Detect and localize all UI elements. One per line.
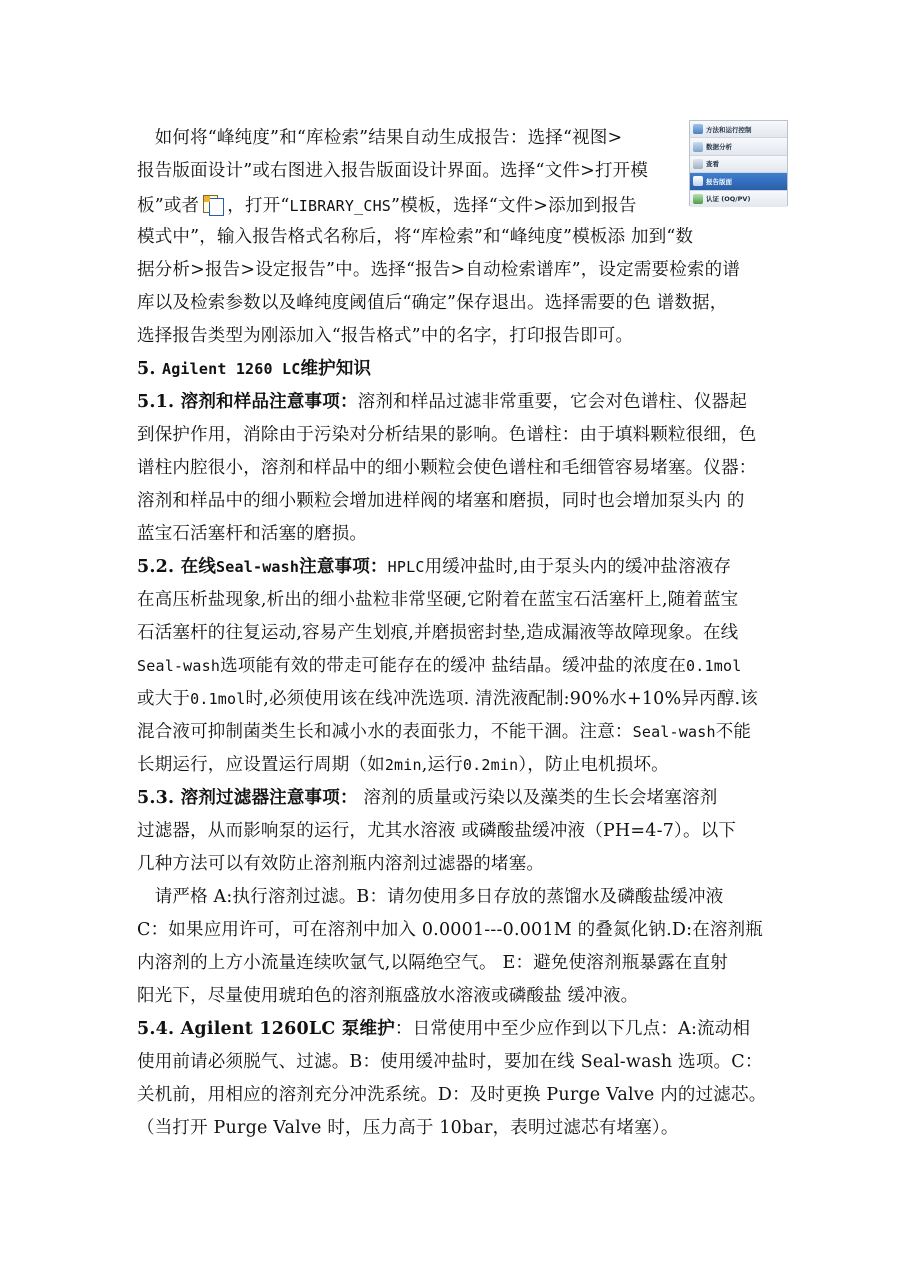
text-line (137, 985, 638, 1007)
text-segment: Agilent 1260 LC (161, 360, 301, 378)
text-segment: 谱柱内腔很小，溶剂和样品中的细小颗粒会使色谱柱和毛细管容易堵塞。仪器： (137, 458, 757, 478)
text-segment: HPLC (387, 558, 425, 576)
nav-item-label: 查看 (706, 160, 719, 169)
text-segment: ：日常使用中至少应作到以下几点：A:流动相 (394, 1019, 751, 1039)
text-segment: 溶剂和样品过滤非常重要，它会对色谱柱、仪器起 (357, 392, 748, 412)
text-line (137, 721, 751, 743)
text-line (137, 127, 622, 149)
text-segment: 用缓冲盐时,由于泵头内的缓冲盐溶液存 (424, 557, 732, 577)
text-segment: 板”或者 (137, 196, 200, 216)
text-line (137, 292, 727, 314)
text-segment: 石活塞杆的往复运动,容易产生划痕,并磨损密封垫,造成漏液等故障现象。在线 (137, 623, 739, 643)
nav-item-label: 报告版面 (706, 177, 732, 186)
text-line (137, 952, 728, 974)
text-segment: 5.1. (137, 392, 181, 412)
nav-item-view[interactable] (690, 156, 787, 173)
text-segment: 0.2min (462, 756, 519, 774)
text-segment: 5. (137, 359, 162, 379)
text-line (137, 1084, 766, 1106)
text-segment: 长期运行，应设置运行周期（如 (137, 755, 385, 775)
text-segment: 使用前请必须脱气、过滤。B：使用缓冲盐时，要加在线 Seal-wash 选项。C： (137, 1052, 763, 1072)
text-segment: Seal-wash (632, 723, 716, 741)
text-segment: （当打开 Purge Valve 时，压力高于 10bar，表明过滤芯有堵塞）。 (137, 1118, 679, 1138)
text-segment: 在线 (180, 557, 217, 577)
text-segment: 关机前，用相应的溶剂充分冲洗系统。D：及时更换 Purge Valve 内的过滤芯。 (137, 1085, 767, 1105)
nav-item-label: 认证 (OQ/PV) (706, 195, 751, 204)
text-segment: 报告版面设计”或右图进入报告版面设计界面。选择“文件>打开模 (137, 161, 649, 181)
method-icon (693, 124, 703, 134)
text-segment: 过滤器，从而影响泵的运行，尤其水溶液 或磷酸盐缓冲液（PH=4-7）。以下 (137, 821, 737, 841)
view-icon (693, 159, 703, 169)
text-line (137, 787, 717, 809)
text-line (137, 556, 731, 578)
text-segment: ”模板，选择“文件>添加到报告 (391, 196, 637, 216)
text-line (137, 919, 763, 941)
text-segment: Seal-wash (137, 657, 221, 675)
text-line (137, 1117, 679, 1139)
text-segment: C：如果应用许可，可在溶剂中加入 0.0001---0.001M 的叠氮化钠.D:在溶剂瓶 (137, 920, 763, 940)
text-segment: 蓝宝石活塞杆和活塞的磨损。 (137, 524, 368, 544)
text-segment: 溶剂的质量或污染以及藻类的生长会堵塞溶剂 (357, 788, 718, 808)
view-navigation-panel (689, 120, 788, 206)
text-line (137, 193, 637, 217)
text-segment: 2min (384, 756, 422, 774)
text-segment: 时,必须使用该在线冲洗选项. 清洗液配制:90%水+10%异丙醇.该 (245, 689, 758, 709)
nav-item-verification[interactable] (690, 191, 787, 207)
text-segment: Agilent 1260LC 泵维护 (180, 1019, 395, 1039)
nav-item-data-analysis[interactable] (690, 138, 787, 155)
text-line (137, 523, 367, 545)
text-segment: 维护知识 (300, 359, 372, 379)
text-segment: 不能 (715, 722, 752, 742)
data-analysis-icon (693, 142, 703, 152)
text-segment: 0.1mol (686, 657, 742, 675)
text-segment: 选择报告类型为刚添加入“报告格式”中的名字，打印报告即可。 (137, 326, 634, 346)
template-icon (201, 193, 225, 215)
text-line (137, 490, 745, 512)
text-segment: 溶剂过滤器注意事项： (180, 788, 358, 808)
text-line (137, 589, 738, 611)
text-line (137, 655, 741, 677)
text-segment: 混合液可抑制菌类生长和减小水的表面张力，不能干涸。注意： (137, 722, 633, 742)
text-segment: 内溶剂的上方小流量连续吹氩气,以隔绝空气。 E：避免使溶剂瓶暴露在直射 (137, 953, 728, 973)
text-line (137, 424, 757, 446)
text-line (137, 226, 693, 248)
text-segment: 到保护作用，消除由于污染对分析结果的影响。色谱柱：由于填料颗粒很细，色 (137, 425, 757, 445)
report-layout-icon (693, 176, 703, 186)
nav-item-label: 方法和运行控制 (706, 125, 752, 134)
text-line (137, 820, 736, 842)
text-line (137, 754, 669, 776)
text-line (137, 886, 723, 908)
text-line (137, 688, 758, 710)
text-segment: 溶剂和样品注意事项： (180, 392, 358, 412)
nav-item-label: 数据分析 (706, 143, 732, 152)
text-segment: 请严格 A:执行溶剂过滤。B：请勿使用多日存放的蒸馏水及磷酸盐缓冲液 (137, 887, 724, 907)
text-segment: 5.2. (137, 557, 181, 577)
text-segment: 据分析>报告>设定报告”中。选择“报告>自动检索谱库”，设定需要检索的谱 (137, 260, 741, 280)
nav-item-report-layout[interactable] (690, 173, 787, 190)
text-line (137, 1051, 763, 1073)
text-segment: LIBRARY_CHS (289, 197, 392, 215)
verification-icon (693, 194, 703, 204)
text-segment: 或大于 (137, 689, 191, 709)
text-segment: Seal-wash (216, 558, 300, 576)
text-segment: 如何将“峰纯度”和“库检索”结果自动生成报告：选择“视图> (137, 128, 623, 148)
text-segment: 模式中”，输入报告格式名称后，将“库检索”和“峰纯度”模板添 加到“数 (137, 227, 694, 247)
text-segment: 5.4. (137, 1019, 181, 1039)
text-line (137, 853, 544, 875)
text-segment: 库以及检索参数以及峰纯度阈值后“确定”保存退出。选择需要的色 谱数据， (137, 293, 728, 313)
text-segment: 注意事项： (299, 557, 388, 577)
text-segment: ,运行 (421, 755, 463, 775)
nav-item-method-run-control[interactable] (690, 121, 787, 138)
text-line (137, 160, 648, 182)
text-segment: 溶剂和样品中的细小颗粒会增加进样阀的堵塞和磨损，同时也会增加泵头内 的 (137, 491, 745, 511)
text-segment: 选项能有效的带走可能存在的缓冲 盐结晶。缓冲盐的浓度在 (220, 656, 687, 676)
text-line (137, 358, 371, 380)
text-line (137, 457, 757, 479)
text-line (137, 325, 633, 347)
text-segment: 在高压析盐现象,析出的细小盐粒非常坚硬,它附着在蓝宝石活塞杆上,随着蓝宝 (137, 590, 739, 610)
text-segment: ），防止电机损坏。 (518, 755, 669, 775)
text-segment: ，打开“ (227, 196, 290, 216)
text-line (137, 259, 740, 281)
text-segment: 阳光下，尽量使用琥珀色的溶剂瓶盛放水溶液或磷酸盐 缓冲液。 (137, 986, 639, 1006)
text-segment: 0.1mol (190, 690, 246, 708)
text-line (137, 391, 747, 413)
text-line (137, 622, 738, 644)
text-segment: 几种方法可以有效防止溶剂瓶内溶剂过滤器的堵塞。 (137, 854, 545, 874)
text-segment: 5.3. (137, 788, 181, 808)
text-line (137, 1018, 750, 1040)
